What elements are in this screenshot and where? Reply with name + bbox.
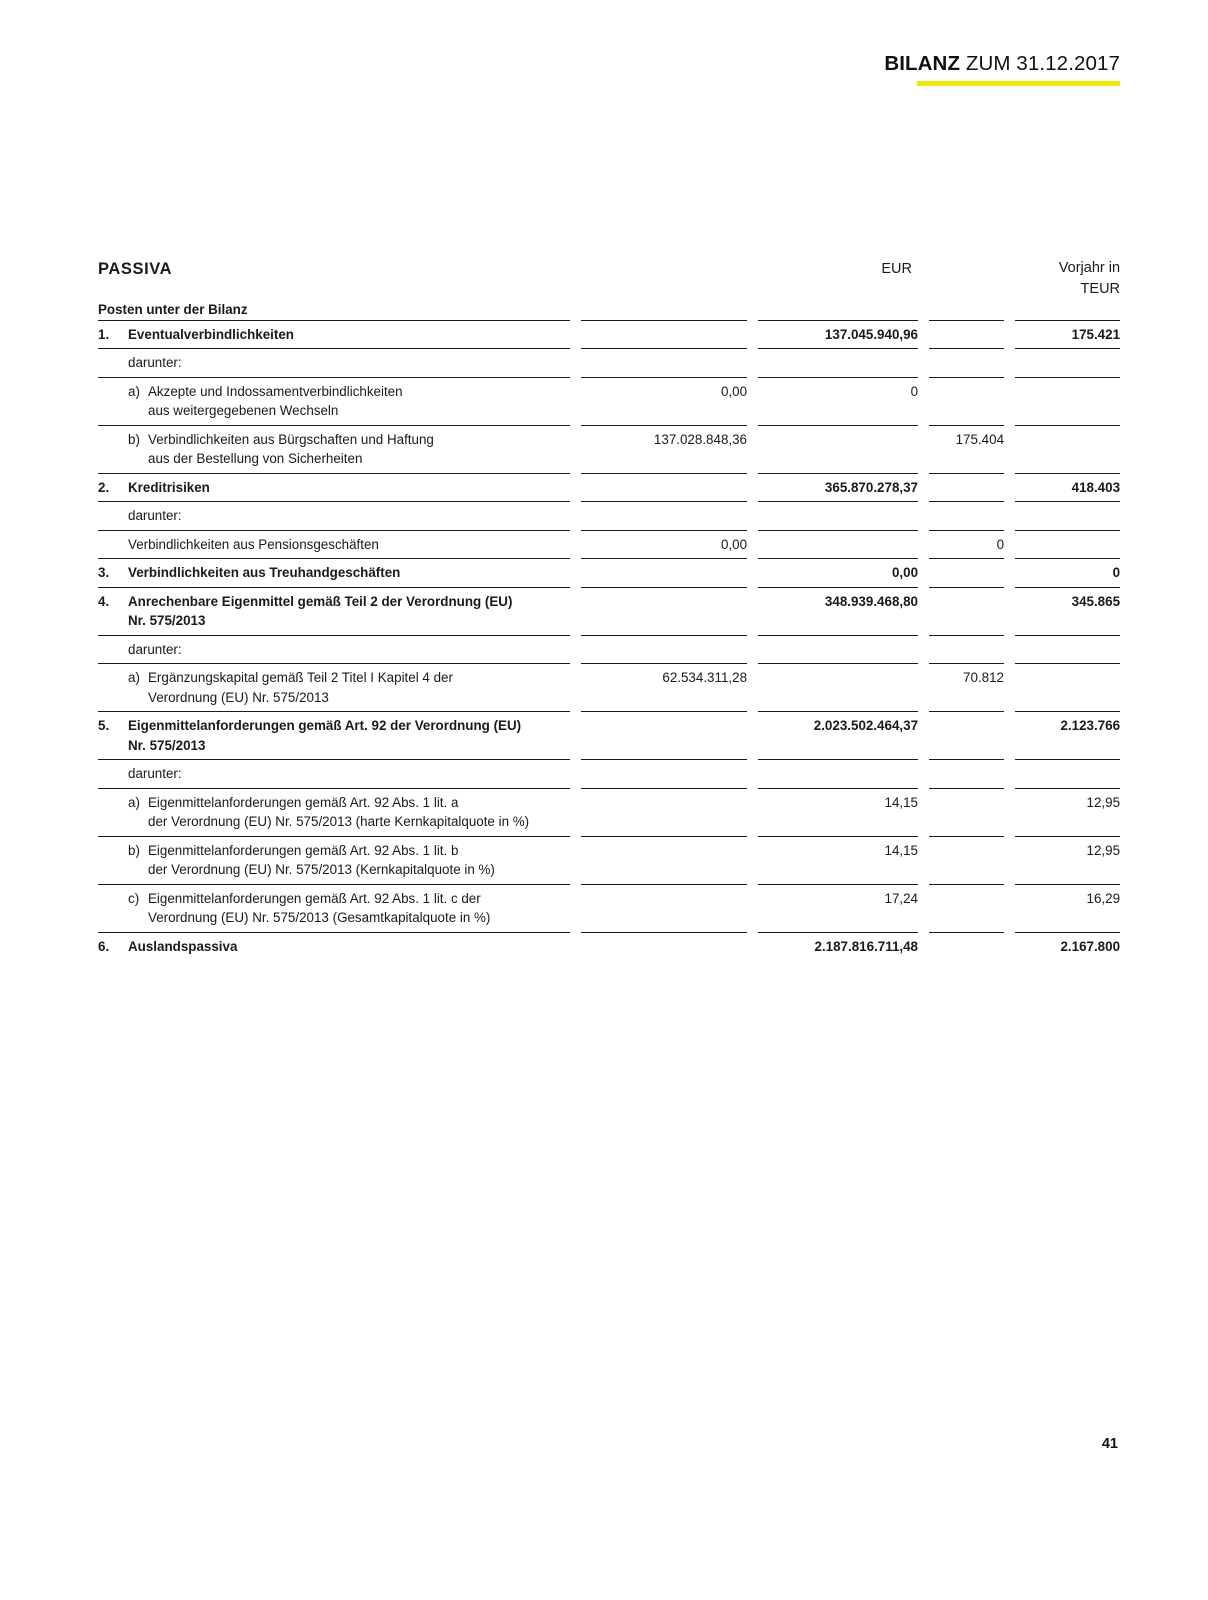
table-row <box>98 320 1120 349</box>
column-gap <box>918 884 929 932</box>
column-gap <box>918 664 929 712</box>
header-accent-rule <box>917 81 1120 86</box>
row-value-3 <box>929 635 1004 664</box>
column-gap <box>747 425 758 473</box>
row-label-text: Ergänzungskapital gemäß Teil 2 Titel I Kapitel 4 der <box>148 670 453 685</box>
row-label <box>128 932 570 960</box>
row-label <box>128 836 570 884</box>
row-value-2 <box>758 530 918 559</box>
column-gap <box>1004 932 1015 960</box>
row-value-3 <box>929 760 1004 789</box>
document-header-title-bold: BILANZ <box>884 52 961 75</box>
row-letter: a) <box>128 794 140 810</box>
row-index <box>98 502 128 531</box>
row-label-text: Eigenmittelanforderungen gemäß Art. 92 Abs. 1 lit. c der <box>148 890 481 906</box>
column-gap <box>570 712 581 760</box>
document-header-title <box>884 52 1120 76</box>
passiva-heading: PASSIVA <box>98 260 173 278</box>
row-value-2 <box>758 760 918 789</box>
row-index <box>98 425 128 473</box>
row-index: 2. <box>98 473 128 502</box>
row-label-text: Auslandspassiva <box>128 938 238 954</box>
row-value-3 <box>929 502 1004 531</box>
row-value-1 <box>581 349 747 378</box>
row-value-1: 0,00 <box>581 530 747 559</box>
row-value-3: 70.812 <box>929 664 1004 712</box>
column-gap <box>570 559 581 588</box>
row-label <box>128 502 570 531</box>
row-label <box>128 884 570 932</box>
row-index: 6. <box>98 932 128 960</box>
row-value-4: 345.865 <box>1015 587 1120 635</box>
row-label-text-2: Verordnung (EU) Nr. 575/2013 <box>148 689 329 705</box>
row-letter: b) <box>128 842 140 858</box>
row-value-2: 14,15 <box>758 836 918 884</box>
row-label-text: Verbindlichkeiten aus Bürgschaften und Haftung <box>148 431 434 447</box>
row-value-1: 62.534.311,28 <box>581 664 747 712</box>
row-value-3 <box>929 587 1004 635</box>
table-subheading: Posten unter der Bilanz <box>98 302 248 317</box>
row-value-2 <box>758 425 918 473</box>
row-label <box>128 587 570 635</box>
row-label <box>128 712 570 760</box>
column-gap <box>918 349 929 378</box>
row-value-3 <box>929 320 1004 349</box>
row-value-3: 0 <box>929 530 1004 559</box>
row-letter: c) <box>128 890 140 906</box>
row-value-4 <box>1015 530 1120 559</box>
row-index: 4. <box>98 587 128 635</box>
row-letter: b) <box>128 431 140 447</box>
row-label <box>128 320 570 349</box>
row-index <box>98 836 128 884</box>
column-gap <box>747 664 758 712</box>
row-index <box>98 349 128 378</box>
row-value-1 <box>581 712 747 760</box>
row-letter: a) <box>128 383 140 399</box>
row-label <box>128 788 570 836</box>
row-value-2 <box>758 349 918 378</box>
column-gap <box>570 635 581 664</box>
row-index <box>98 635 128 664</box>
row-label-text-2: der Verordnung (EU) Nr. 575/2013 (Kernkapitalquote in %) <box>148 862 495 877</box>
row-value-2: 2.187.816.711,48 <box>758 932 918 960</box>
row-label-text: Anrechenbare Eigenmittel gemäß Teil 2 der Verordnung (EU) <box>128 593 513 609</box>
row-label-text-2: der Verordnung (EU) Nr. 575/2013 (harte Kernkapitalquote in %) <box>148 814 530 829</box>
row-label-text: Kreditrisiken <box>128 479 210 495</box>
table-row <box>98 664 1120 712</box>
row-label-text-2: Verordnung (EU) Nr. 575/2013 (Gesamtkapitalquote in %) <box>148 910 491 925</box>
column-gap <box>747 760 758 789</box>
column-gap <box>1004 349 1015 378</box>
column-gap <box>1004 320 1015 349</box>
column-gap <box>1004 502 1015 531</box>
row-label-text: darunter: <box>128 355 182 370</box>
column-gap <box>918 530 929 559</box>
row-value-4: 2.123.766 <box>1015 712 1120 760</box>
row-value-3 <box>929 559 1004 588</box>
balance-sheet-table-wrapper <box>98 258 1121 960</box>
column-gap <box>918 788 929 836</box>
row-value-3 <box>929 884 1004 932</box>
row-value-1 <box>581 760 747 789</box>
row-label-text-2: aus der Bestellung von Sicherheiten <box>148 451 363 466</box>
row-value-1 <box>581 320 747 349</box>
column-gap <box>570 932 581 960</box>
column-header-eur: EUR <box>881 261 913 277</box>
table-row <box>98 932 1120 960</box>
column-gap <box>747 836 758 884</box>
column-gap <box>918 932 929 960</box>
column-gap <box>1004 635 1015 664</box>
row-label-text: darunter: <box>128 508 182 523</box>
row-value-1 <box>581 932 747 960</box>
column-gap <box>747 587 758 635</box>
table-row <box>98 884 1120 932</box>
row-value-1 <box>581 836 747 884</box>
row-index <box>98 788 128 836</box>
row-value-2 <box>758 635 918 664</box>
column-gap <box>1004 473 1015 502</box>
document-header-title-rest: ZUM 31.12.2017 <box>960 52 1120 75</box>
row-value-2: 365.870.278,37 <box>758 473 918 502</box>
column-gap <box>570 664 581 712</box>
column-gap <box>1004 712 1015 760</box>
row-value-3 <box>929 473 1004 502</box>
column-gap <box>570 788 581 836</box>
table-row <box>98 377 1120 425</box>
column-gap <box>747 635 758 664</box>
row-value-2: 0 <box>758 377 918 425</box>
row-label <box>128 559 570 588</box>
row-value-1 <box>581 473 747 502</box>
column-gap <box>918 635 929 664</box>
column-gap <box>1004 377 1015 425</box>
row-letter: a) <box>128 670 140 685</box>
column-gap <box>747 320 758 349</box>
document-header <box>884 52 1120 86</box>
row-label <box>128 377 570 425</box>
row-value-4 <box>1015 425 1120 473</box>
table-row <box>98 559 1120 588</box>
row-value-4 <box>1015 349 1120 378</box>
row-value-3 <box>929 788 1004 836</box>
table-header-row <box>98 258 1120 300</box>
row-value-2: 17,24 <box>758 884 918 932</box>
row-value-3: 175.404 <box>929 425 1004 473</box>
column-gap <box>1004 530 1015 559</box>
column-gap <box>1004 760 1015 789</box>
row-index <box>98 664 128 712</box>
table-row <box>98 425 1120 473</box>
row-label-text: Verbindlichkeiten aus Treuhandgeschäften <box>128 565 401 580</box>
row-label-text: Verbindlichkeiten aus Pensionsgeschäften <box>128 536 379 552</box>
column-header-prev-year-line2: TEUR <box>1080 281 1121 297</box>
column-gap <box>570 473 581 502</box>
column-gap <box>747 349 758 378</box>
column-gap <box>747 884 758 932</box>
row-value-1 <box>581 788 747 836</box>
row-index <box>98 377 128 425</box>
column-gap <box>747 712 758 760</box>
row-label <box>128 760 570 789</box>
row-value-1: 137.028.848,36 <box>581 425 747 473</box>
row-label-text: Eigenmittelanforderungen gemäß Art. 92 der Verordnung (EU) <box>128 718 522 733</box>
row-value-2: 137.045.940,96 <box>758 320 918 349</box>
row-label-text: darunter: <box>128 766 182 781</box>
column-gap <box>918 473 929 502</box>
column-gap <box>1004 559 1015 588</box>
row-label <box>128 664 570 712</box>
row-value-3 <box>929 712 1004 760</box>
row-value-1 <box>581 635 747 664</box>
column-gap <box>1004 836 1015 884</box>
column-gap <box>570 587 581 635</box>
row-value-4: 418.403 <box>1015 473 1120 502</box>
row-value-2: 0,00 <box>758 559 918 588</box>
row-label-text: darunter: <box>128 641 182 657</box>
column-gap <box>1004 788 1015 836</box>
table-row <box>98 502 1120 531</box>
column-header-prev-year <box>918 258 1120 300</box>
row-label-text-2: Nr. 575/2013 <box>128 737 206 753</box>
row-value-1: 0,00 <box>581 377 747 425</box>
table-subheading-row <box>98 300 1120 320</box>
table-row <box>98 473 1120 502</box>
table-row <box>98 712 1120 760</box>
column-gap <box>1004 587 1015 635</box>
column-gap <box>747 932 758 960</box>
table-row <box>98 836 1120 884</box>
row-value-4 <box>1015 377 1120 425</box>
row-value-1 <box>581 559 747 588</box>
column-gap <box>918 836 929 884</box>
column-gap <box>570 836 581 884</box>
table-row <box>98 587 1120 635</box>
column-gap <box>918 587 929 635</box>
column-gap <box>570 530 581 559</box>
page-number: 41 <box>1101 1436 1118 1452</box>
row-label-text: Eigenmittelanforderungen gemäß Art. 92 Abs. 1 lit. b <box>148 842 459 858</box>
column-gap <box>570 425 581 473</box>
table-row <box>98 788 1120 836</box>
row-label-text: Eventualverbindlichkeiten <box>128 326 294 342</box>
balance-sheet-body <box>98 258 1120 960</box>
column-gap <box>747 788 758 836</box>
column-gap <box>1004 425 1015 473</box>
row-value-2 <box>758 502 918 531</box>
row-value-2: 348.939.468,80 <box>758 587 918 635</box>
column-gap <box>918 377 929 425</box>
row-label <box>128 473 570 502</box>
column-gap <box>570 320 581 349</box>
column-gap <box>918 712 929 760</box>
column-gap <box>747 559 758 588</box>
column-gap <box>747 502 758 531</box>
table-row <box>98 530 1120 559</box>
row-value-3 <box>929 932 1004 960</box>
row-value-1 <box>581 884 747 932</box>
table-row <box>98 349 1120 378</box>
row-value-1 <box>581 502 747 531</box>
column-gap <box>570 884 581 932</box>
column-gap <box>918 425 929 473</box>
row-value-4 <box>1015 635 1120 664</box>
row-value-1 <box>581 587 747 635</box>
column-gap <box>918 760 929 789</box>
column-gap <box>918 559 929 588</box>
row-value-4: 175.421 <box>1015 320 1120 349</box>
column-gap <box>918 502 929 531</box>
column-gap <box>570 760 581 789</box>
row-value-4 <box>1015 502 1120 531</box>
row-label <box>128 635 570 664</box>
row-index <box>98 530 128 559</box>
column-gap <box>1004 664 1015 712</box>
column-gap <box>570 377 581 425</box>
row-value-2 <box>758 664 918 712</box>
column-gap <box>570 349 581 378</box>
column-gap <box>747 530 758 559</box>
row-index <box>98 760 128 789</box>
row-value-2: 2.023.502.464,37 <box>758 712 918 760</box>
row-label-text-2: aus weitergegebenen Wechseln <box>148 403 339 418</box>
row-index: 1. <box>98 320 128 349</box>
row-value-3 <box>929 377 1004 425</box>
row-value-4 <box>1015 760 1120 789</box>
row-index: 3. <box>98 559 128 588</box>
row-label-text: Eigenmittelanforderungen gemäß Art. 92 Abs. 1 lit. a <box>148 794 459 810</box>
row-value-4 <box>1015 664 1120 712</box>
column-gap <box>1004 884 1015 932</box>
column-gap <box>570 502 581 531</box>
table-row <box>98 635 1120 664</box>
column-gap <box>747 473 758 502</box>
row-label-text-2: Nr. 575/2013 <box>128 613 206 628</box>
row-value-3 <box>929 836 1004 884</box>
row-value-4: 12,95 <box>1015 836 1120 884</box>
row-value-3 <box>929 349 1004 378</box>
column-gap <box>747 377 758 425</box>
row-label <box>128 349 570 378</box>
row-value-2: 14,15 <box>758 788 918 836</box>
row-value-4: 0 <box>1015 559 1120 588</box>
row-value-4: 16,29 <box>1015 884 1120 932</box>
row-label <box>128 530 570 559</box>
row-label <box>128 425 570 473</box>
table-row <box>98 760 1120 789</box>
column-header-prev-year-line1: Vorjahr in <box>1058 260 1121 276</box>
row-value-4: 2.167.800 <box>1015 932 1120 960</box>
row-index <box>98 884 128 932</box>
row-value-4: 12,95 <box>1015 788 1120 836</box>
row-label-text: Akzepte und Indossamentverbindlichkeiten <box>148 383 403 399</box>
row-index: 5. <box>98 712 128 760</box>
column-gap <box>918 320 929 349</box>
balance-sheet-table <box>98 258 1120 960</box>
